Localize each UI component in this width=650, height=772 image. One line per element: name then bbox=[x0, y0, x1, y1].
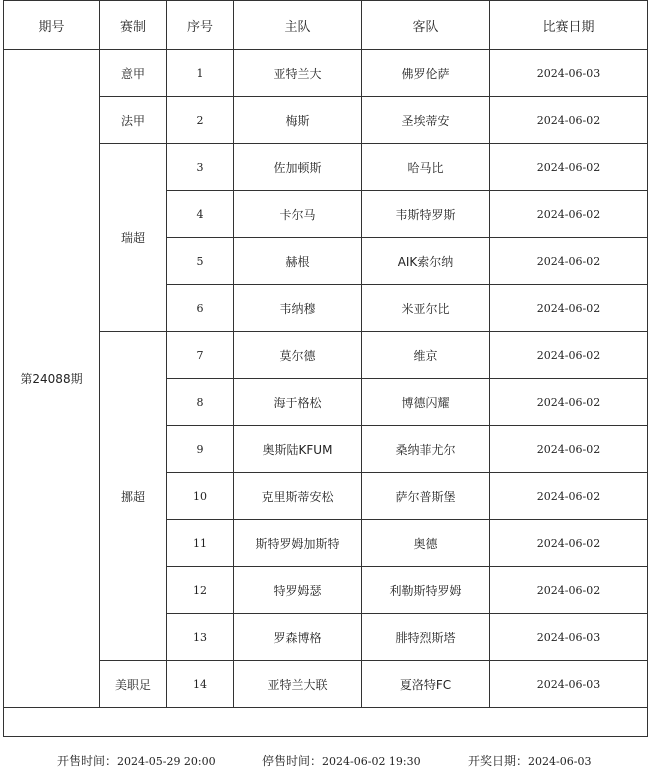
away-team-cell: 博德闪耀 bbox=[362, 379, 490, 426]
seq-cell: 10 bbox=[167, 473, 234, 520]
period-cell: 第24088期 bbox=[4, 50, 100, 708]
away-team-cell: 米亚尔比 bbox=[362, 285, 490, 332]
draw-date-value: 2024-06-03 bbox=[528, 755, 592, 768]
header-row bbox=[4, 1, 648, 50]
match-date-cell: 2024-06-02 bbox=[490, 285, 648, 332]
seq-cell: 6 bbox=[167, 285, 234, 332]
away-team-cell: 维京 bbox=[362, 332, 490, 379]
match-date-cell: 2024-06-02 bbox=[490, 332, 648, 379]
table-row bbox=[4, 144, 648, 191]
seq-cell: 9 bbox=[167, 426, 234, 473]
schedule-table bbox=[3, 0, 648, 737]
match-date-cell: 2024-06-02 bbox=[490, 144, 648, 191]
col-header-date: 比赛日期 bbox=[490, 1, 648, 50]
home-team-cell: 亚特兰大 bbox=[234, 50, 362, 97]
table-row bbox=[4, 50, 648, 97]
away-team-cell: 韦斯特罗斯 bbox=[362, 191, 490, 238]
draw-date-label: 开奖日期： bbox=[468, 754, 529, 768]
home-team-cell: 奥斯陆KFUM bbox=[234, 426, 362, 473]
col-header-home: 主队 bbox=[234, 1, 362, 50]
sale-close-value: 2024-06-02 19:30 bbox=[322, 755, 421, 768]
home-team-cell: 特罗姆瑟 bbox=[234, 567, 362, 614]
away-team-cell: 腓特烈斯塔 bbox=[362, 614, 490, 661]
seq-cell: 12 bbox=[167, 567, 234, 614]
away-team-cell: 萨尔普斯堡 bbox=[362, 473, 490, 520]
sale-info-footer bbox=[0, 744, 650, 772]
sale-open-value: 2024-05-29 20:00 bbox=[117, 755, 216, 768]
league-cell: 意甲 bbox=[100, 50, 167, 97]
home-team-cell: 斯特罗姆加斯特 bbox=[234, 520, 362, 567]
seq-cell: 5 bbox=[167, 238, 234, 285]
away-team-cell: 佛罗伦萨 bbox=[362, 50, 490, 97]
seq-cell: 4 bbox=[167, 191, 234, 238]
sale-close-time bbox=[262, 752, 421, 769]
home-team-cell: 韦纳穆 bbox=[234, 285, 362, 332]
table-row bbox=[4, 332, 648, 379]
blank-row bbox=[4, 708, 648, 737]
match-date-cell: 2024-06-02 bbox=[490, 473, 648, 520]
col-header-period: 期号 bbox=[4, 1, 100, 50]
away-team-cell: 哈马比 bbox=[362, 144, 490, 191]
match-date-cell: 2024-06-02 bbox=[490, 379, 648, 426]
seq-cell: 11 bbox=[167, 520, 234, 567]
sale-close-label: 停售时间： bbox=[262, 754, 323, 768]
seq-cell: 7 bbox=[167, 332, 234, 379]
seq-cell: 1 bbox=[167, 50, 234, 97]
draw-date bbox=[468, 752, 591, 769]
match-date-cell: 2024-06-02 bbox=[490, 238, 648, 285]
away-team-cell: 夏洛特FC bbox=[362, 661, 490, 708]
seq-cell: 13 bbox=[167, 614, 234, 661]
seq-cell: 2 bbox=[167, 97, 234, 144]
league-cell: 美职足 bbox=[100, 661, 167, 708]
home-team-cell: 亚特兰大联 bbox=[234, 661, 362, 708]
seq-cell: 3 bbox=[167, 144, 234, 191]
league-cell: 法甲 bbox=[100, 97, 167, 144]
match-date-cell: 2024-06-03 bbox=[490, 661, 648, 708]
league-cell: 瑞超 bbox=[100, 144, 167, 332]
home-team-cell: 海于格松 bbox=[234, 379, 362, 426]
col-header-league: 赛制 bbox=[100, 1, 167, 50]
league-cell: 挪超 bbox=[100, 332, 167, 661]
away-team-cell: 桑纳菲尤尔 bbox=[362, 426, 490, 473]
home-team-cell: 卡尔马 bbox=[234, 191, 362, 238]
match-date-cell: 2024-06-02 bbox=[490, 97, 648, 144]
match-date-cell: 2024-06-03 bbox=[490, 614, 648, 661]
seq-cell: 8 bbox=[167, 379, 234, 426]
home-team-cell: 梅斯 bbox=[234, 97, 362, 144]
home-team-cell: 罗森博格 bbox=[234, 614, 362, 661]
seq-cell: 14 bbox=[167, 661, 234, 708]
col-header-seq: 序号 bbox=[167, 1, 234, 50]
home-team-cell: 莫尔德 bbox=[234, 332, 362, 379]
match-date-cell: 2024-06-03 bbox=[490, 50, 648, 97]
away-team-cell: AIK索尔纳 bbox=[362, 238, 490, 285]
home-team-cell: 克里斯蒂安松 bbox=[234, 473, 362, 520]
sale-open-time bbox=[57, 752, 216, 769]
home-team-cell: 赫根 bbox=[234, 238, 362, 285]
col-header-away: 客队 bbox=[362, 1, 490, 50]
blank-cell bbox=[4, 708, 648, 737]
match-date-cell: 2024-06-02 bbox=[490, 567, 648, 614]
match-date-cell: 2024-06-02 bbox=[490, 520, 648, 567]
match-date-cell: 2024-06-02 bbox=[490, 426, 648, 473]
match-date-cell: 2024-06-02 bbox=[490, 191, 648, 238]
sale-open-label: 开售时间： bbox=[57, 754, 118, 768]
away-team-cell: 圣埃蒂安 bbox=[362, 97, 490, 144]
table-row bbox=[4, 661, 648, 708]
table-row bbox=[4, 97, 648, 144]
away-team-cell: 奥德 bbox=[362, 520, 490, 567]
home-team-cell: 佐加顿斯 bbox=[234, 144, 362, 191]
away-team-cell: 利勒斯特罗姆 bbox=[362, 567, 490, 614]
